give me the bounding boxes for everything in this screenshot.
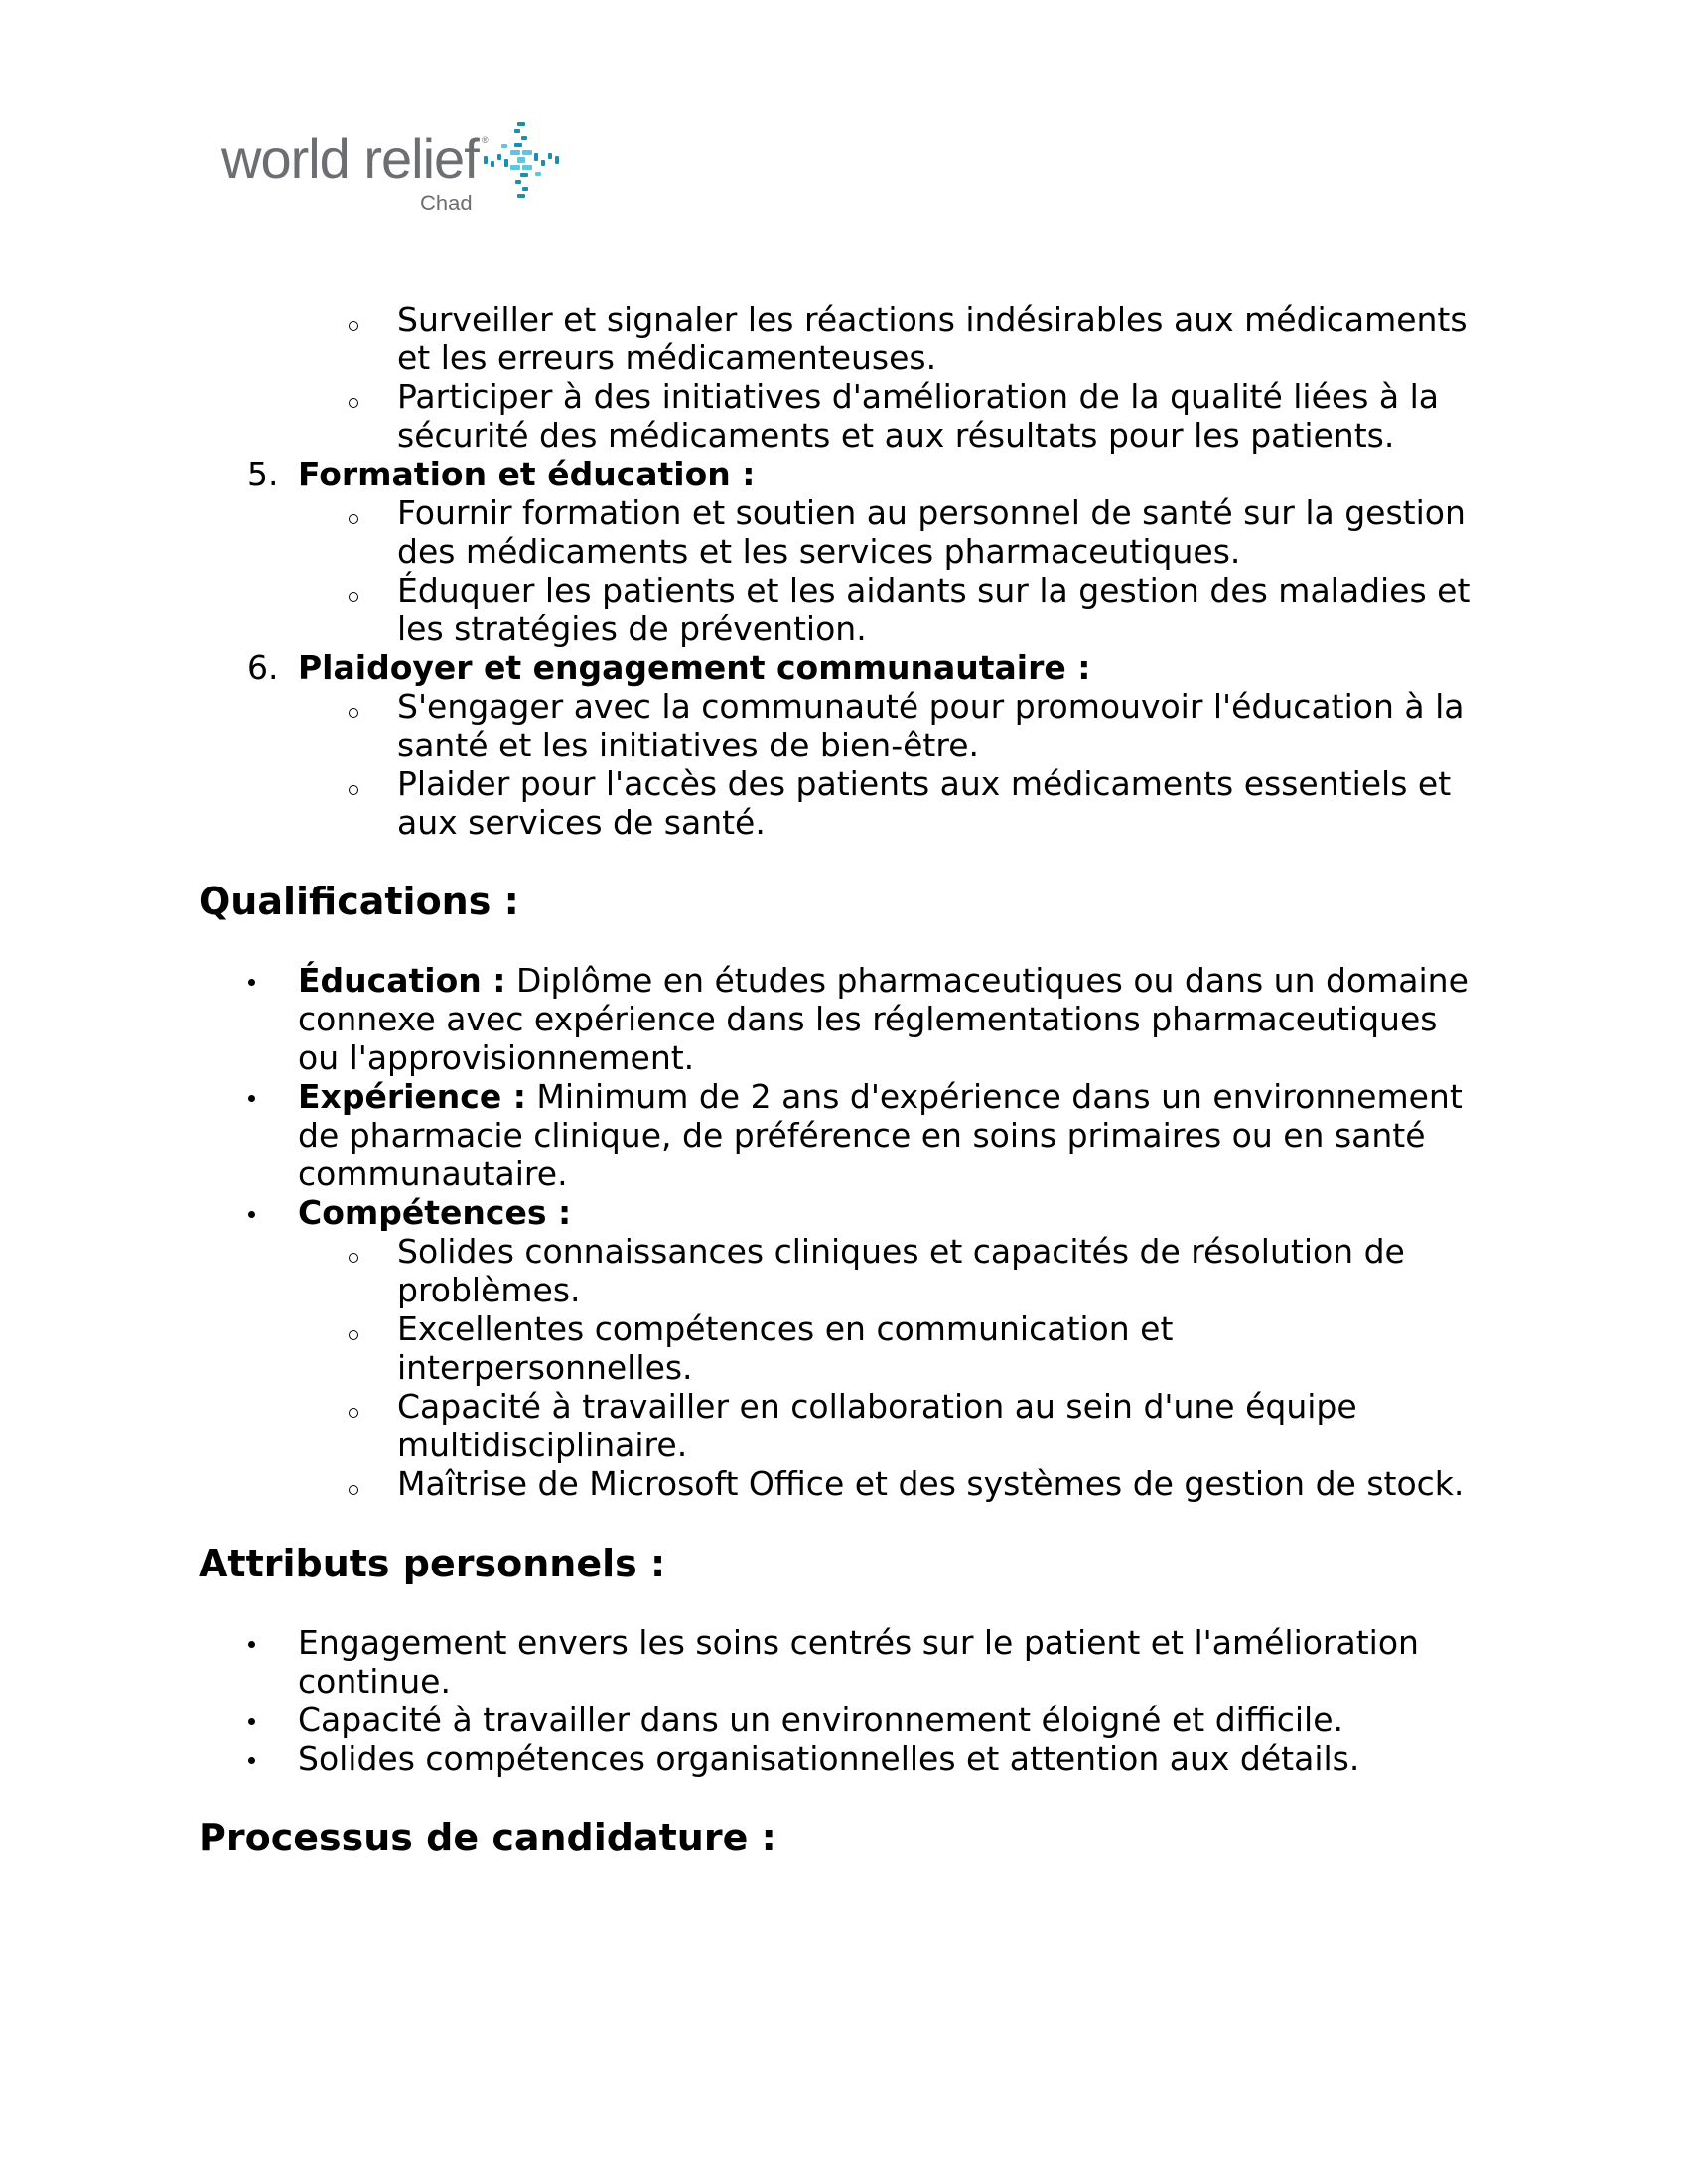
list-item-line: Surveiller et signaler les réactions indésirables aux médicaments: [397, 300, 1468, 339]
bullet-circle-icon: [349, 321, 358, 331]
list-item-line: Solides compétences organisationnelles et attention aux détails.: [298, 1739, 1360, 1778]
application-heading: Processus de candidature :: [199, 1816, 776, 1859]
list-item-line: connexe avec expérience dans les réglementations pharmaceutiques: [298, 1000, 1438, 1038]
bullet-circle-icon: [349, 1330, 358, 1340]
section-number: 5.: [247, 455, 279, 493]
list-item-line: Solides connaissances cliniques et capacités de résolution de: [397, 1232, 1405, 1271]
section-title-formation: Formation et éducation :: [298, 455, 756, 493]
list-item-line: Fournir formation et soutien au personnel de santé sur la gestion: [397, 493, 1466, 532]
list-item-line: communautaire.: [298, 1155, 568, 1193]
list-item-line: Plaider pour l'accès des patients aux médicaments essentiels et: [397, 764, 1452, 803]
list-item-line: aux services de santé.: [397, 803, 766, 842]
list-item-line: problèmes.: [397, 1271, 581, 1309]
bullet-dot-icon: [248, 1211, 255, 1218]
list-item-line: Excellentes compétences en communication et: [397, 1309, 1174, 1348]
experience-line: [298, 1077, 1463, 1116]
bullet-circle-icon: [349, 1253, 358, 1263]
education-line: [298, 961, 1469, 1000]
bullet-circle-icon: [349, 1485, 358, 1495]
list-item-line: interpersonnelles.: [397, 1348, 693, 1387]
bullet-dot-icon: [248, 1757, 255, 1764]
section-number: 6.: [247, 648, 279, 687]
bullet-dot-icon: [248, 1718, 255, 1725]
list-item-line: santé et les initiatives de bien-être.: [397, 726, 980, 764]
list-item-line: S'engager avec la communauté pour promouvoir l'éducation à la: [397, 687, 1465, 726]
list-item-line: Capacité à travailler dans un environnement éloigné et difficile.: [298, 1701, 1344, 1739]
list-item-line: Maîtrise de Microsoft Office et des systèmes de gestion de stock.: [397, 1464, 1465, 1503]
list-item-line: Engagement envers les soins centrés sur le patient et l'amélioration: [298, 1623, 1419, 1662]
bullet-circle-icon: [349, 785, 358, 795]
experience-label: Expérience :: [298, 1077, 526, 1116]
world-relief-mark-icon: [482, 120, 561, 200]
skills-label: Compétences :: [298, 1193, 572, 1232]
list-item-line: continue.: [298, 1662, 451, 1701]
list-item-line: des médicaments et les services pharmaceutiques.: [397, 532, 1241, 571]
bullet-circle-icon: [349, 708, 358, 718]
list-item-line: de pharmacie clinique, de préférence en soins primaires ou en santé: [298, 1116, 1426, 1155]
list-item-line: ou l'approvisionnement.: [298, 1038, 695, 1077]
logo-wordmark: world relief: [221, 127, 479, 190]
bullet-dot-icon: [248, 1641, 255, 1648]
list-item-line: Éduquer les patients et les aidants sur la gestion des maladies et: [397, 571, 1471, 610]
education-label: Éducation :: [298, 961, 506, 1000]
section-title-plaidoyer: Plaidoyer et engagement communautaire :: [298, 648, 1091, 687]
list-item-line: et les erreurs médicamenteuses.: [397, 339, 937, 377]
bullet-circle-icon: [349, 1408, 358, 1418]
list-item-line: sécurité des médicaments et aux résultats pour les patients.: [397, 416, 1395, 455]
bullet-circle-icon: [349, 398, 358, 408]
logo-registered-mark: ®: [482, 135, 489, 145]
logo-subtitle: Chad: [420, 191, 473, 215]
qualifications-heading: Qualifications :: [199, 880, 519, 923]
bullet-dot-icon: [248, 979, 255, 986]
bullet-circle-icon: [349, 514, 358, 524]
list-item-line: Participer à des initiatives d'amélioration de la qualité liées à la: [397, 377, 1439, 416]
list-item-line: multidisciplinaire.: [397, 1426, 688, 1464]
education-text: Diplôme en études pharmaceutiques ou dans un domaine: [515, 961, 1469, 1000]
experience-text: Minimum de 2 ans d'expérience dans un environnement: [536, 1077, 1463, 1116]
list-item-line: Capacité à travailler en collaboration au sein d'une équipe: [397, 1387, 1357, 1426]
attributes-heading: Attributs personnels :: [199, 1542, 666, 1585]
bullet-circle-icon: [349, 592, 358, 602]
bullet-dot-icon: [248, 1095, 255, 1102]
world-relief-logo: [221, 117, 559, 226]
list-item-line: les stratégies de prévention.: [397, 610, 867, 648]
